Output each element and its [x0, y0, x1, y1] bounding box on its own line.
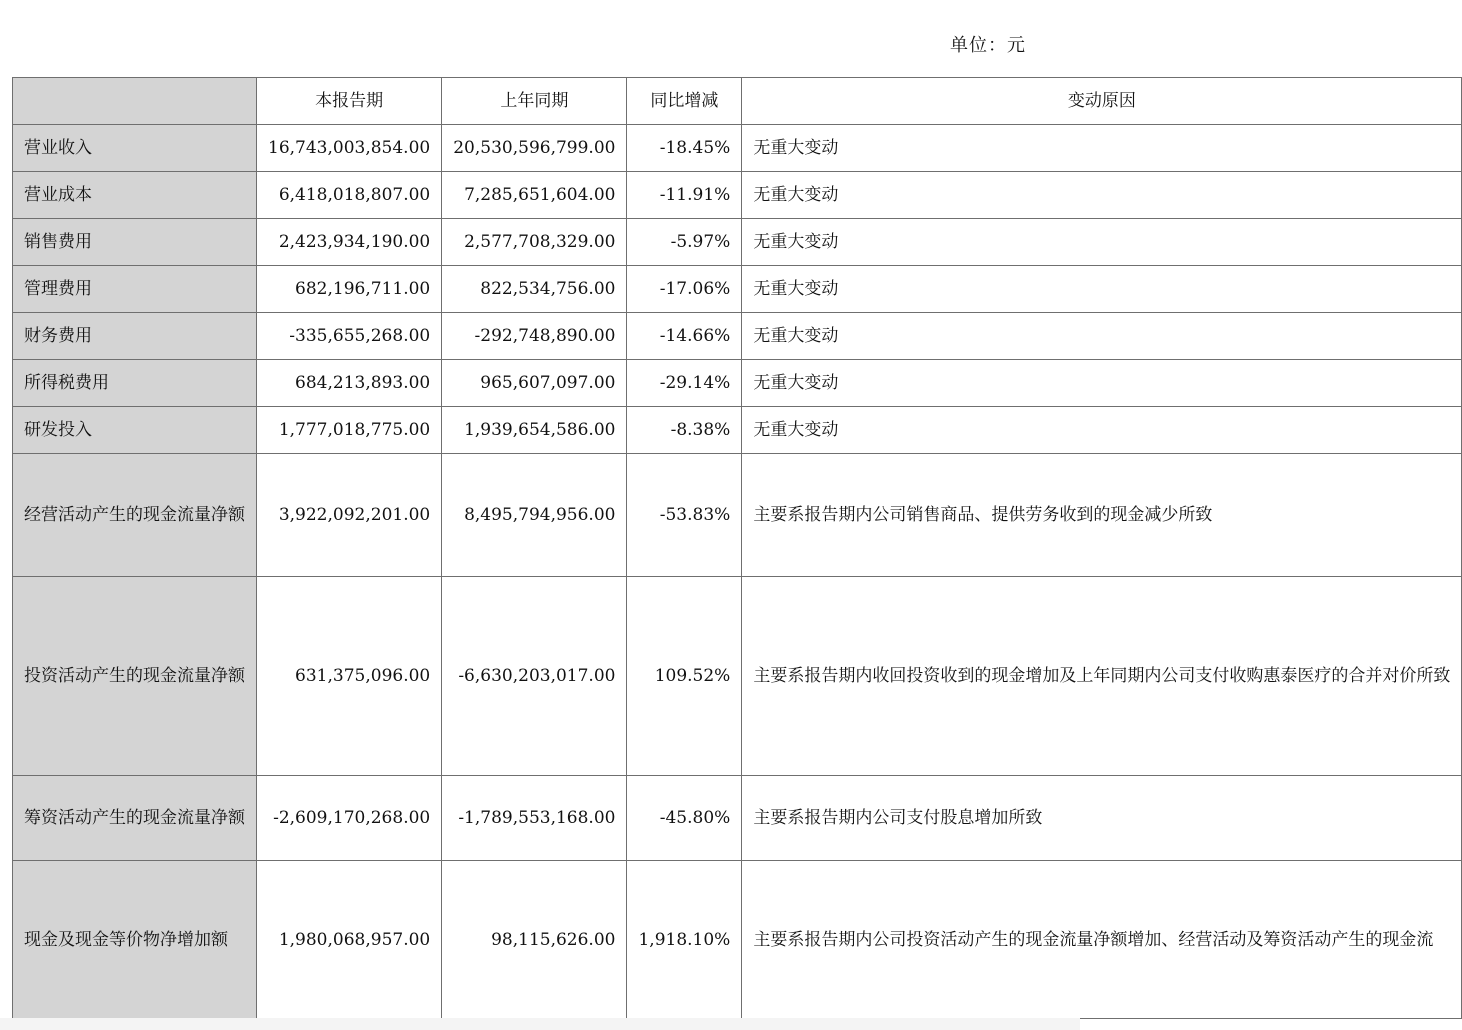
table-row	[13, 313, 1462, 360]
row-label: 财务费用	[13, 313, 257, 360]
yoy-change: 1,918.10%	[627, 861, 742, 1019]
table-row	[13, 776, 1462, 861]
previous-value: 7,285,651,604.00	[442, 172, 627, 219]
current-value: 6,418,018,807.00	[257, 172, 442, 219]
yoy-change: 109.52%	[627, 577, 742, 776]
table-row	[13, 125, 1462, 172]
change-reason: 无重大变动	[742, 172, 1462, 219]
row-label: 营业成本	[13, 172, 257, 219]
table-row	[13, 861, 1462, 1019]
current-value: 1,777,018,775.00	[257, 407, 442, 454]
change-reason: 无重大变动	[742, 313, 1462, 360]
current-value: 631,375,096.00	[257, 577, 442, 776]
change-reason: 主要系报告期内公司投资活动产生的现金流量净额增加、经营活动及筹资活动产生的现金流	[742, 861, 1462, 1019]
change-reason: 无重大变动	[742, 219, 1462, 266]
financial-comparison-table	[12, 77, 1462, 1019]
previous-value: 1,939,654,586.00	[442, 407, 627, 454]
current-value: -2,609,170,268.00	[257, 776, 442, 861]
yoy-change: -5.97%	[627, 219, 742, 266]
row-label: 所得税费用	[13, 360, 257, 407]
table-header-row	[13, 78, 1462, 125]
page-bottom-edge	[0, 1018, 1080, 1030]
previous-value: 8,495,794,956.00	[442, 454, 627, 577]
previous-value: -292,748,890.00	[442, 313, 627, 360]
header-yoy-change: 同比增减	[627, 78, 742, 125]
yoy-change: -53.83%	[627, 454, 742, 577]
yoy-change: -18.45%	[627, 125, 742, 172]
yoy-change: -29.14%	[627, 360, 742, 407]
table-row	[13, 360, 1462, 407]
table-row	[13, 454, 1462, 577]
table-row	[13, 172, 1462, 219]
current-value: 3,922,092,201.00	[257, 454, 442, 577]
table-row	[13, 407, 1462, 454]
row-label: 现金及现金等价物净增加额	[13, 861, 257, 1019]
change-reason: 无重大变动	[742, 360, 1462, 407]
row-label: 营业收入	[13, 125, 257, 172]
header-current-period: 本报告期	[257, 78, 442, 125]
change-reason: 主要系报告期内收回投资收到的现金增加及上年同期内公司支付收购惠泰医疗的合并对价所致	[742, 577, 1462, 776]
current-value: -335,655,268.00	[257, 313, 442, 360]
row-label: 筹资活动产生的现金流量净额	[13, 776, 257, 861]
change-reason: 主要系报告期内公司销售商品、提供劳务收到的现金减少所致	[742, 454, 1462, 577]
row-label: 投资活动产生的现金流量净额	[13, 577, 257, 776]
previous-value: -1,789,553,168.00	[442, 776, 627, 861]
row-label: 经营活动产生的现金流量净额	[13, 454, 257, 577]
row-label: 销售费用	[13, 219, 257, 266]
change-reason: 无重大变动	[742, 266, 1462, 313]
yoy-change: -14.66%	[627, 313, 742, 360]
yoy-change: -17.06%	[627, 266, 742, 313]
current-value: 1,980,068,957.00	[257, 861, 442, 1019]
table-row	[13, 219, 1462, 266]
change-reason: 无重大变动	[742, 407, 1462, 454]
yoy-change: -8.38%	[627, 407, 742, 454]
previous-value: 965,607,097.00	[442, 360, 627, 407]
table-row	[13, 266, 1462, 313]
table-row	[13, 577, 1462, 776]
header-change-reason: 变动原因	[742, 78, 1462, 125]
previous-value: 98,115,626.00	[442, 861, 627, 1019]
unit-label: 单位：元	[950, 35, 1026, 56]
yoy-change: -45.80%	[627, 776, 742, 861]
previous-value: 2,577,708,329.00	[442, 219, 627, 266]
previous-value: 20,530,596,799.00	[442, 125, 627, 172]
change-reason: 主要系报告期内公司支付股息增加所致	[742, 776, 1462, 861]
change-reason: 无重大变动	[742, 125, 1462, 172]
header-previous-period: 上年同期	[442, 78, 627, 125]
previous-value: 822,534,756.00	[442, 266, 627, 313]
previous-value: -6,630,203,017.00	[442, 577, 627, 776]
current-value: 16,743,003,854.00	[257, 125, 442, 172]
current-value: 684,213,893.00	[257, 360, 442, 407]
header-corner	[13, 78, 257, 125]
row-label: 研发投入	[13, 407, 257, 454]
current-value: 682,196,711.00	[257, 266, 442, 313]
row-label: 管理费用	[13, 266, 257, 313]
current-value: 2,423,934,190.00	[257, 219, 442, 266]
yoy-change: -11.91%	[627, 172, 742, 219]
